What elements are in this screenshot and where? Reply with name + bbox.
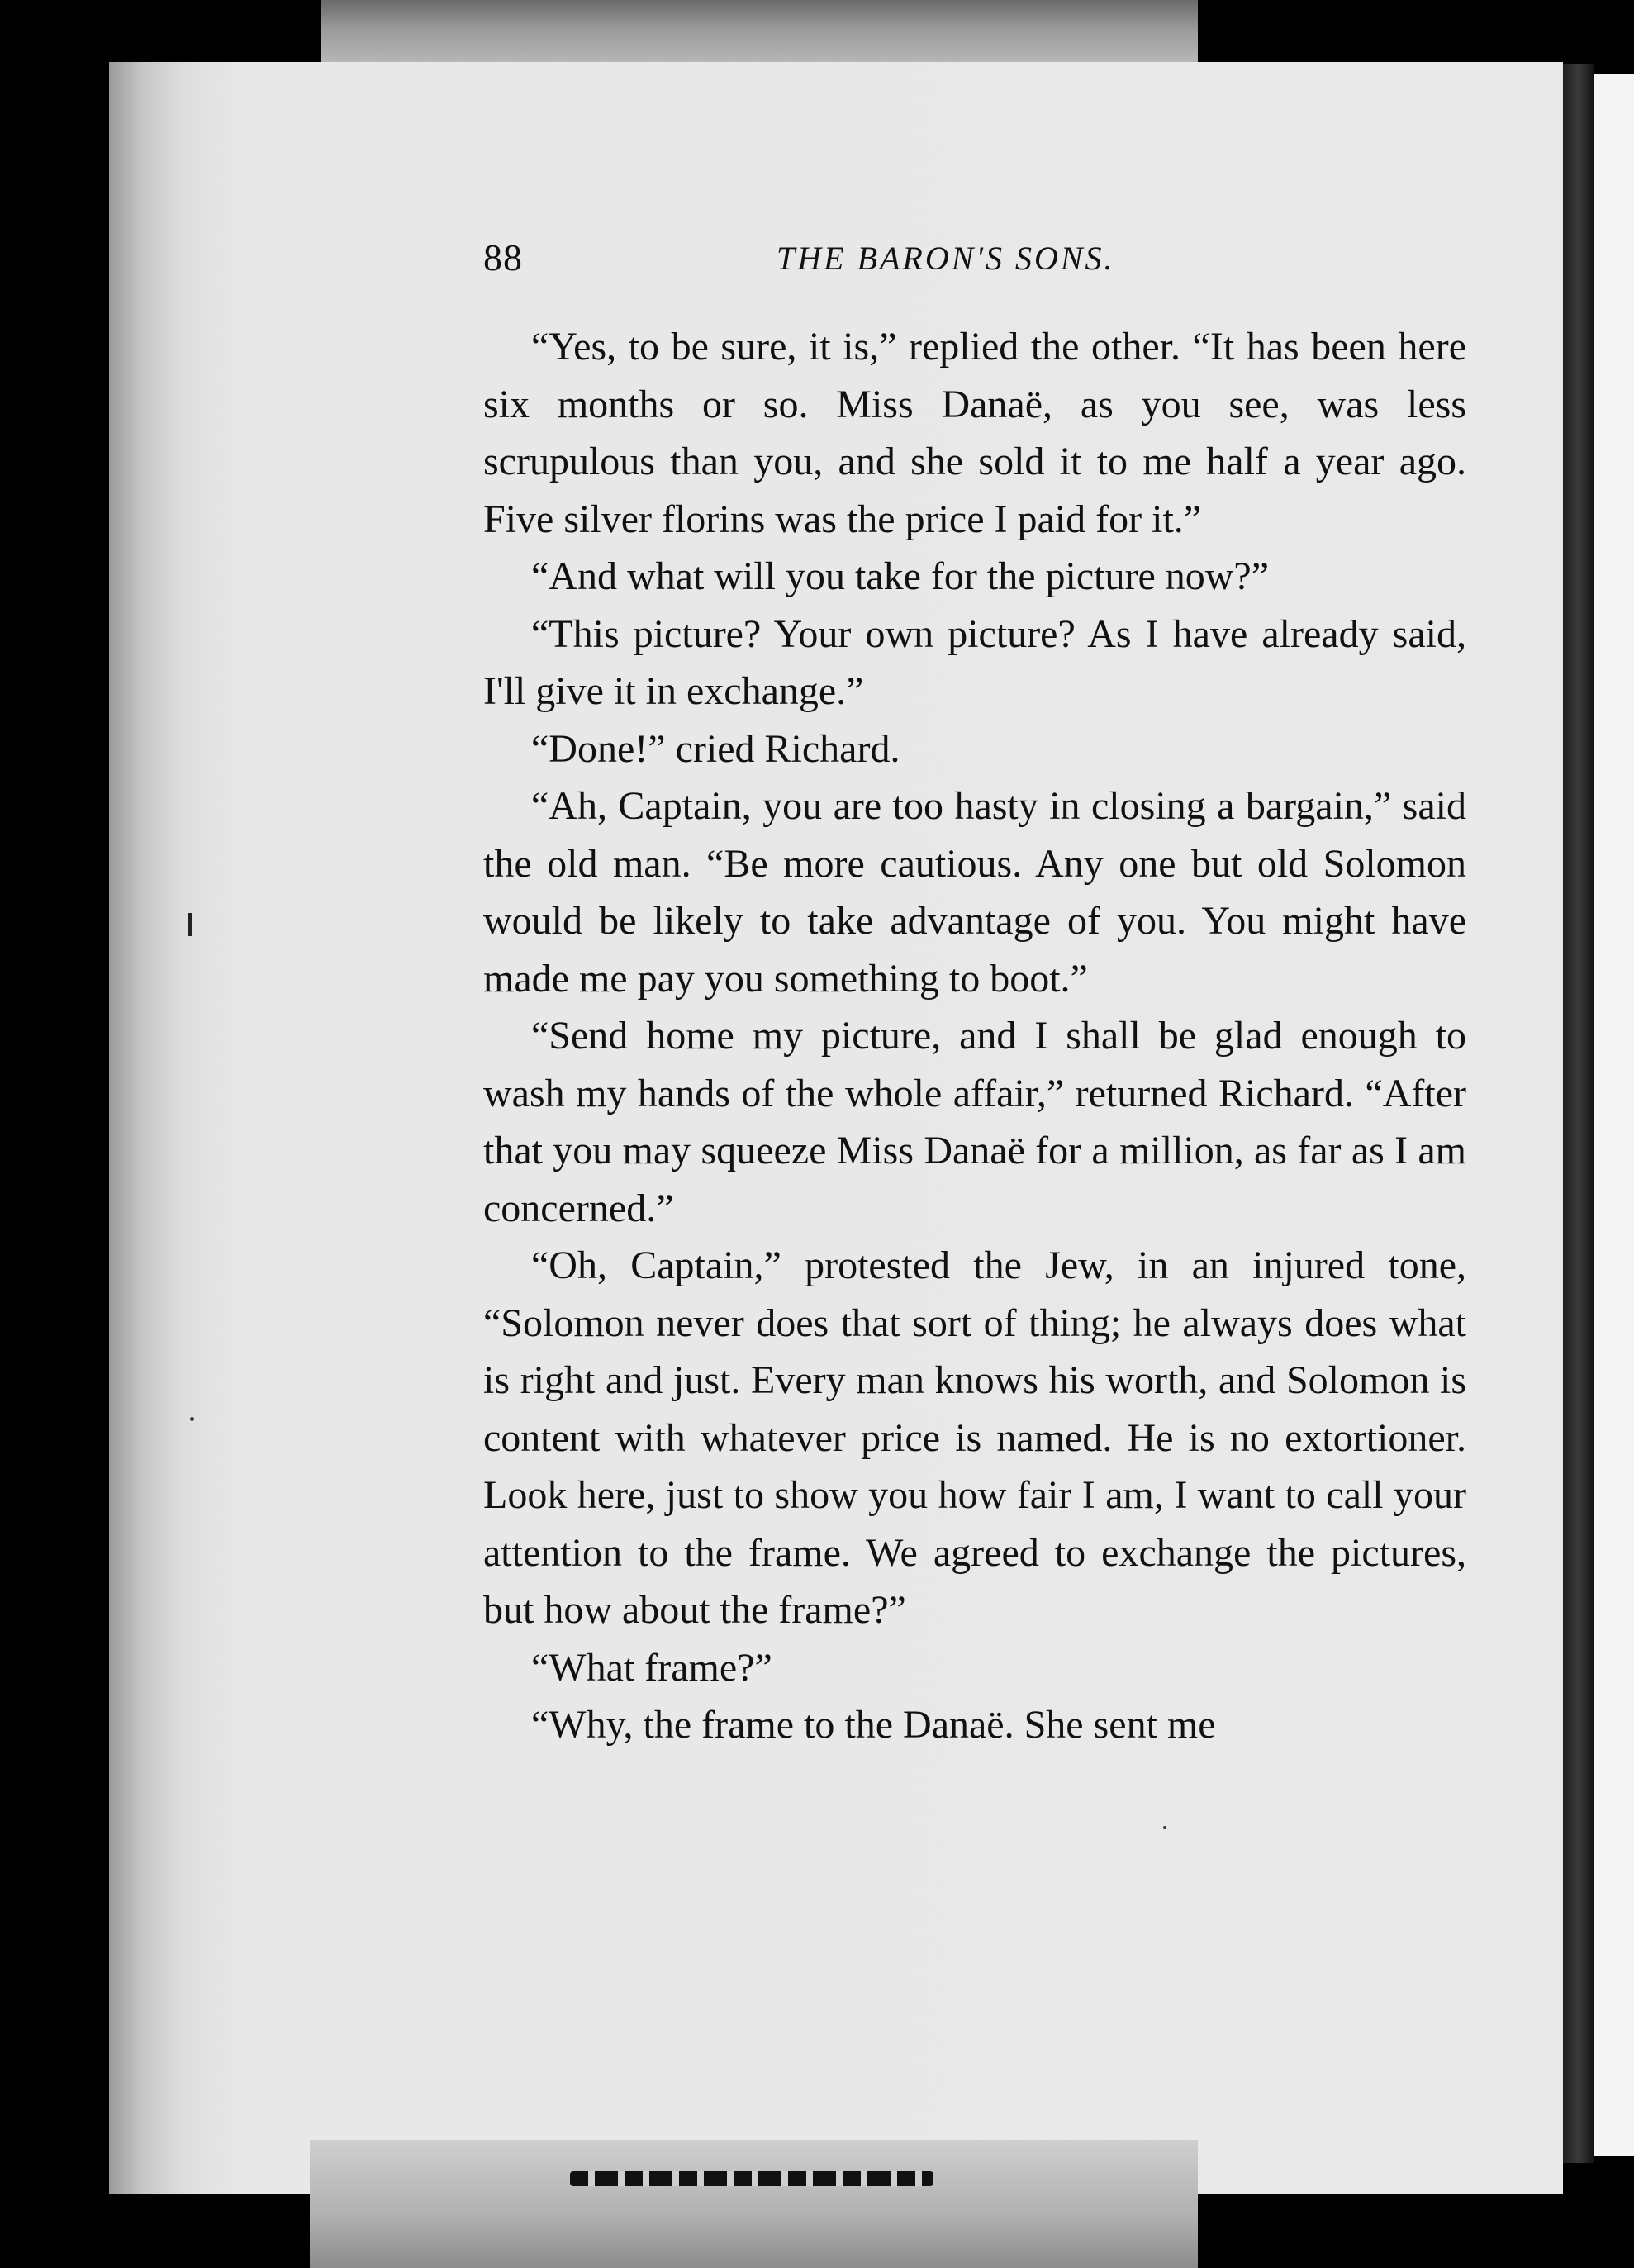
paragraph: “Done!” cried Richard. — [531, 726, 900, 771]
bottom-book-edge — [310, 2140, 1198, 2268]
paragraph: “Oh, Captain,” protested the Jew, in an injured tone, “Solomon never does that sort of thing; he always does what is right and just. Every man knows his worth, and Solomon is content with whatever price is named. He is no extortioner. Look here, just to show you how fair I am, I want to call your attention to the frame. We agreed to exchange the pictures, but how about the frame?” — [483, 1243, 1466, 1632]
running-title: THE BARON'S SONS. — [777, 240, 1115, 277]
paragraph: “This picture? Your own picture? As I have already said, I'll give it in exchange.” — [483, 611, 1466, 713]
page-speck — [190, 1417, 194, 1421]
page-header — [483, 235, 1466, 285]
paragraph: “Ah, Captain, you are too hasty in closing a bargain,” said the old man. “Be more cautious. Any one but old Solomon would be likely to take advantage of you. You might have made me pay you something to boot.” — [483, 784, 1466, 1001]
page-speck — [1163, 1826, 1166, 1829]
next-page-bleed-through — [570, 2171, 933, 2186]
paragraph: “Send home my picture, and I shall be glad enough to wash my hands of the whole affair,” returned Richard. “After that you may squeeze Miss Danaë for a million, as far as I am concerned.” — [483, 1014, 1466, 1230]
body-text — [483, 318, 1466, 1754]
gutter-mark — [188, 913, 192, 936]
paragraph: “Yes, to be sure, it is,” replied the other. “It has been here six months or so. Miss Danaë, as you see, was less scrupulous than you, and she sold it to me half a year ago. Five silver florins was the price I paid for it.” — [483, 325, 1466, 541]
page-number: 88 — [483, 236, 523, 278]
right-margin-scan — [1594, 74, 1634, 2156]
paragraph: “And what will you take for the picture now?” — [531, 554, 1270, 598]
right-page-edge — [1563, 64, 1594, 2163]
paragraph: “What frame?” — [531, 1645, 772, 1690]
top-book-edge — [321, 0, 1198, 64]
paragraph: “Why, the frame to the Danaë. She sent me — [531, 1703, 1216, 1747]
